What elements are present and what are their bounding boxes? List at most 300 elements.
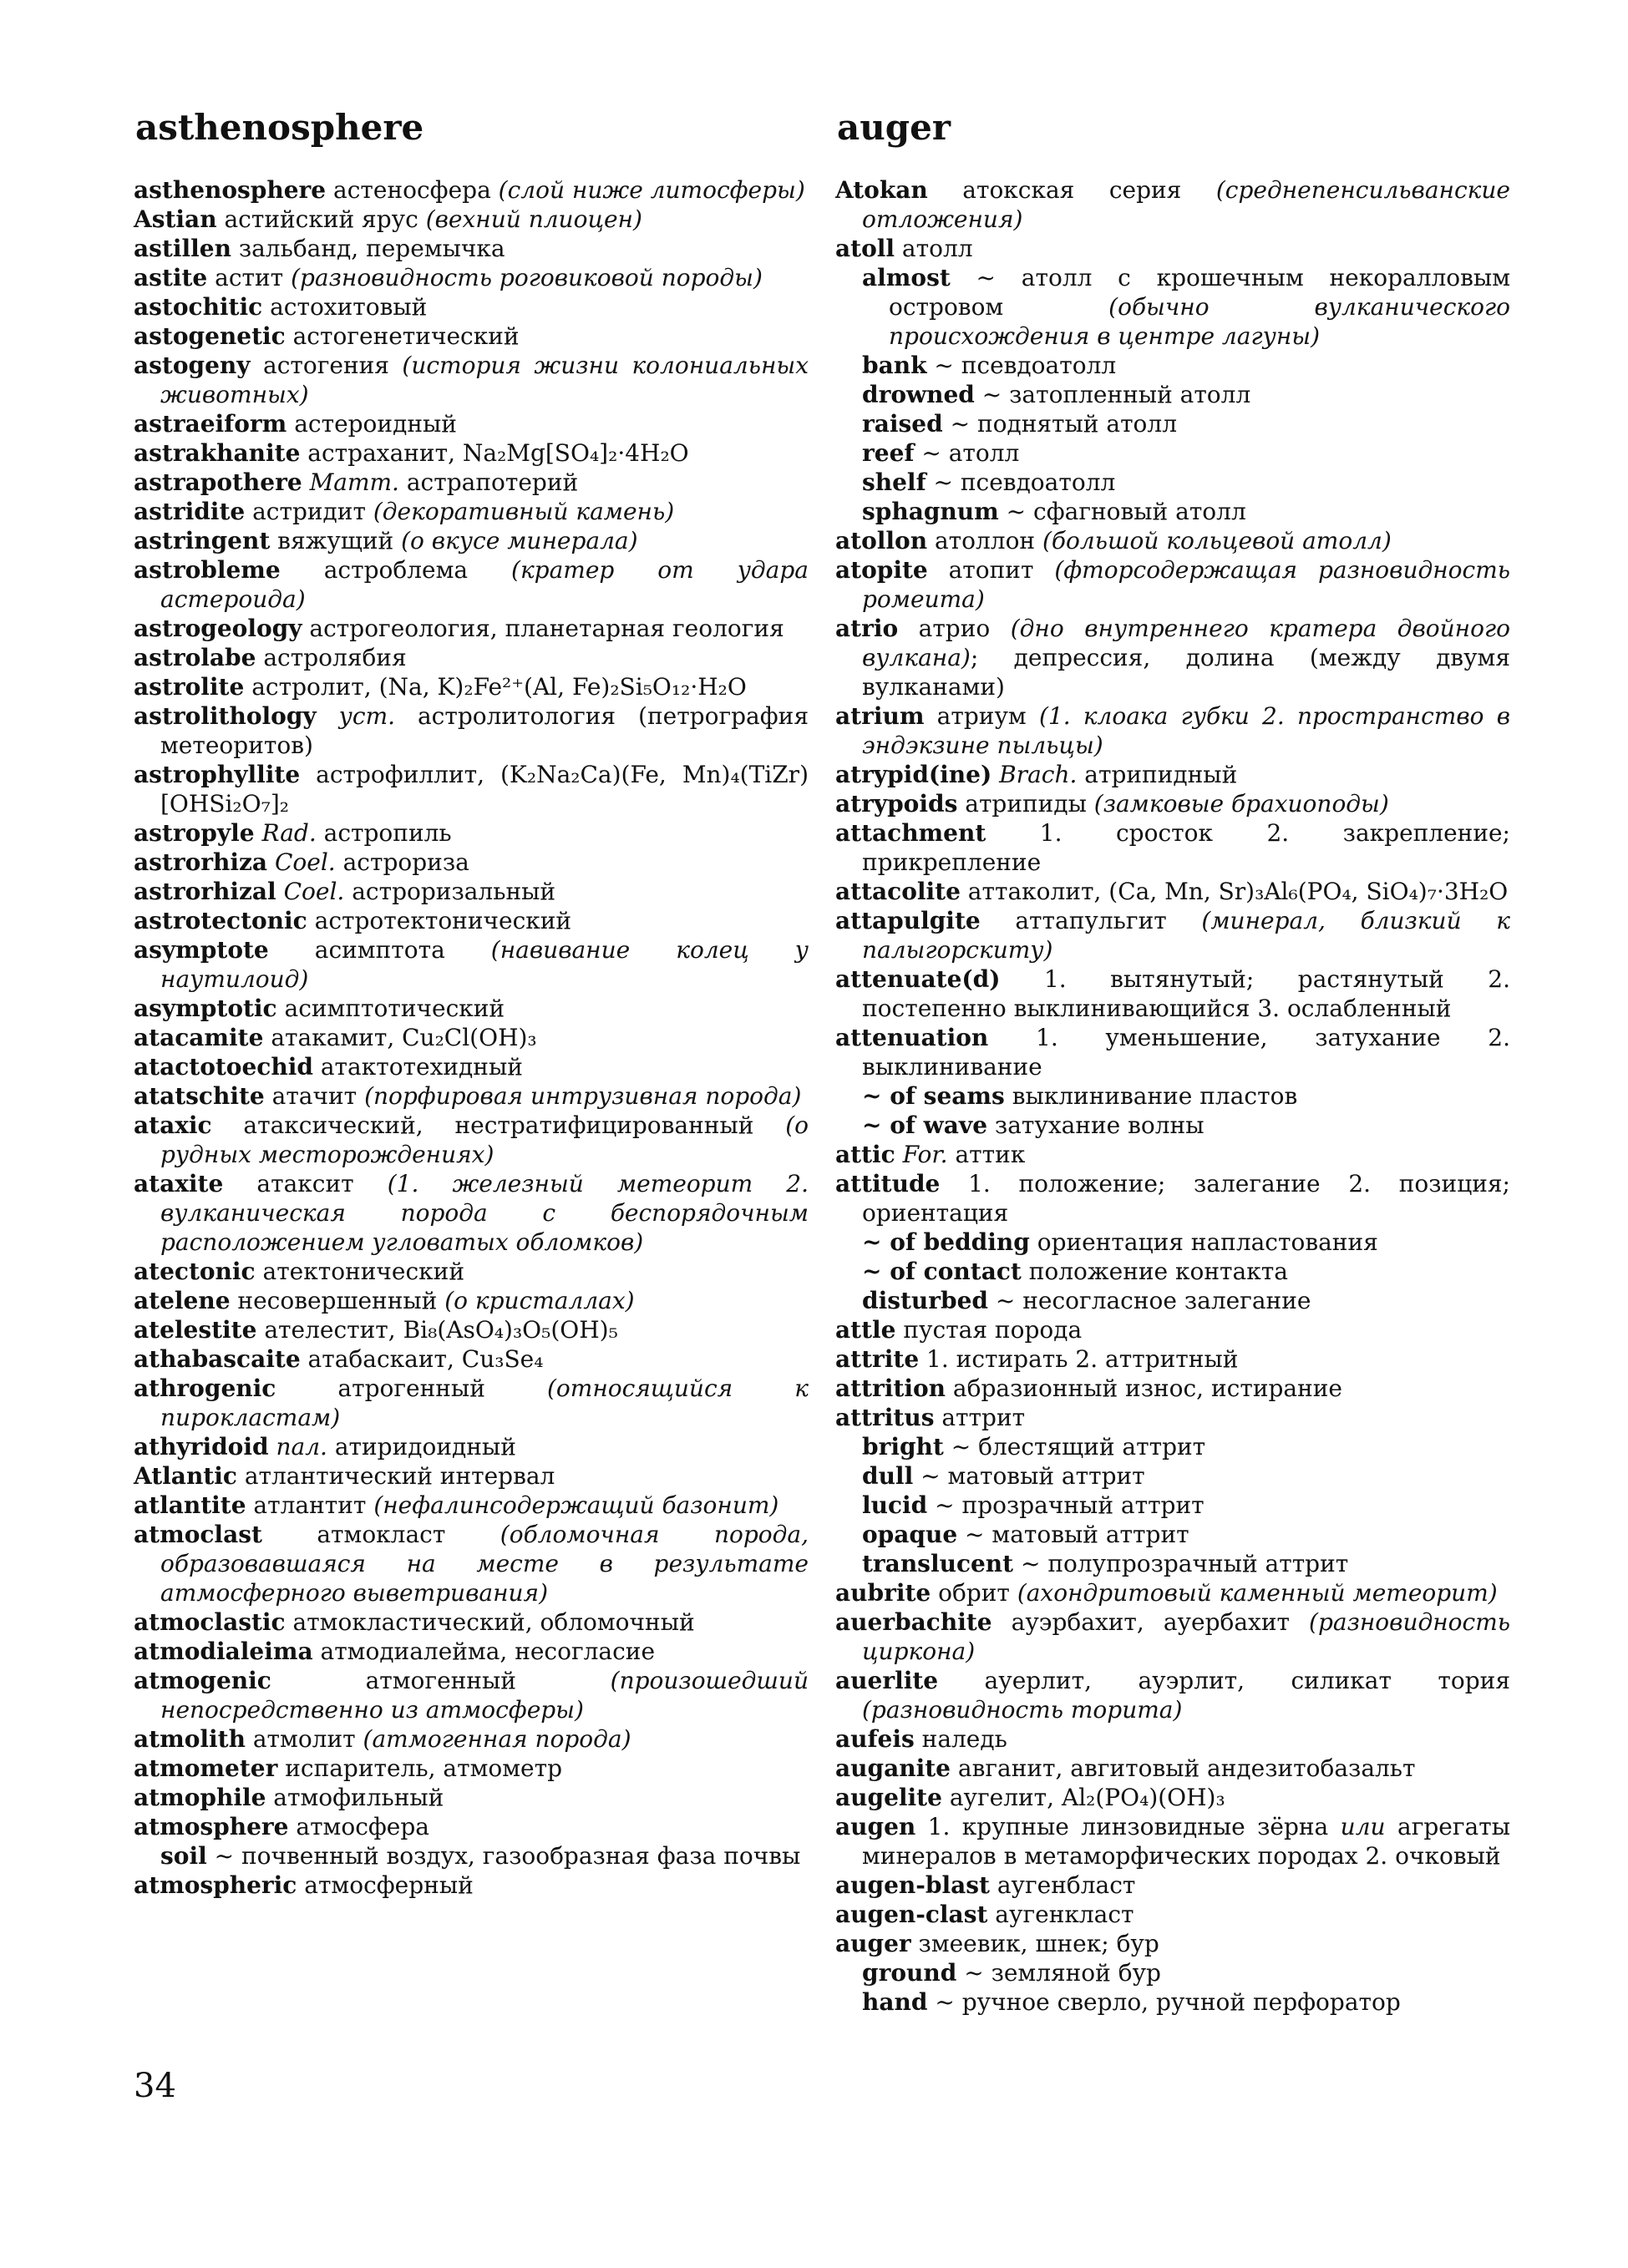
italic-note: (обычно вулканического происхождения в центре лагуны): [889, 293, 1510, 350]
dictionary-entry: [835, 1403, 1510, 1432]
definition-text: атактотехидный: [312, 1053, 523, 1081]
definition-text: атачит: [264, 1082, 365, 1110]
dictionary-entry: [134, 1374, 809, 1432]
dictionary-entry: [835, 1140, 1510, 1169]
dictionary-entry: [134, 1666, 809, 1724]
headword: Astian: [134, 205, 217, 233]
dictionary-entry: [134, 760, 809, 818]
italic-note: (1. железный метеорит 2. вулканическая порода с беспорядочным расположением угловатых обломков): [160, 1170, 809, 1256]
sub-entry: [835, 1286, 1510, 1315]
dictionary-entry: [134, 1812, 809, 1841]
italic-note: (разновидность циркона): [862, 1608, 1510, 1665]
definition-text: асимптотический: [276, 995, 505, 1022]
definition-text: ~ прозрачный аттрит: [927, 1491, 1205, 1519]
definition-text: ~ атолл: [914, 439, 1020, 467]
definition-text: атектонический: [255, 1258, 465, 1285]
sub-entry: [835, 1549, 1510, 1578]
headword: hand: [862, 1988, 928, 2016]
headword: raised: [862, 410, 943, 438]
headword: aufeis: [835, 1725, 915, 1753]
definition-text: атрипиды: [957, 790, 1094, 818]
definition-text: ауэрбахит, ауербахит: [992, 1608, 1310, 1636]
definition-text: астеносфера: [326, 176, 499, 204]
definition-text: [895, 1141, 903, 1168]
headword: atmometer: [134, 1754, 278, 1782]
dictionary-entry: [134, 526, 809, 555]
dictionary-entry: [134, 643, 809, 672]
definition-text: обрит: [931, 1579, 1017, 1607]
italic-note: (минерал, близкий к палыгорскиту): [862, 907, 1510, 964]
dictionary-entry: [134, 1432, 809, 1461]
italic-note: (о рудных месторождениях): [160, 1111, 809, 1168]
definition-text: ~ затопленный атолл: [974, 381, 1251, 408]
left-guide-word: asthenosphere: [135, 107, 424, 148]
italic-note: (порфировая интрузивная порода): [364, 1082, 802, 1110]
definition-text: ~ атолл с крошечным некоралловым островом: [889, 264, 1510, 321]
definition-text: аттрит: [934, 1404, 1026, 1431]
definition-text: астроризальный: [344, 878, 556, 905]
headword: astrobleme: [134, 556, 281, 584]
headword: bright: [862, 1433, 944, 1461]
definition-text: атрио: [898, 615, 1011, 642]
headword: athyridoid: [134, 1433, 269, 1461]
italic-note: Mamm.: [309, 468, 399, 496]
definition-text: атакамит, Cu₂Cl(OH)₃: [263, 1024, 537, 1051]
headword: ataxite: [134, 1170, 224, 1197]
sub-entry: [835, 1987, 1510, 2017]
dictionary-entry: [835, 1169, 1510, 1228]
definition-text: астрогеология, планетарная геология: [302, 615, 784, 642]
definition-text: атрогенный: [276, 1374, 547, 1402]
headword: auerlite: [835, 1667, 939, 1694]
dictionary-entry: [134, 848, 809, 877]
headword: ataxic: [134, 1111, 212, 1139]
headword: attrite: [835, 1345, 920, 1373]
dictionary-entry: [835, 1315, 1510, 1344]
headword: lucid: [862, 1491, 928, 1519]
definition-text: астит: [207, 264, 292, 291]
definition-text: асимптота: [268, 936, 491, 964]
dictionary-entry: [134, 1169, 809, 1257]
italic-note: (история жизни колониальных животных): [160, 352, 809, 408]
headword: soil: [160, 1842, 207, 1870]
definition-text: 1. истирать 2. аттритный: [919, 1345, 1239, 1373]
dictionary-entry: [134, 234, 809, 263]
definition-text: атмосферный: [297, 1871, 474, 1899]
italic-note: Rad.: [261, 819, 317, 847]
definition-text: атокская серия: [927, 176, 1216, 204]
definition-text: ~ почвенный воздух, газообразная фаза почвы: [206, 1842, 801, 1870]
headword: astogeny: [134, 352, 251, 379]
dictionary-entry: [835, 1023, 1510, 1081]
dictionary-entry: [835, 701, 1510, 760]
definition-text: несовершенный: [230, 1287, 445, 1314]
definition-text: вяжущий: [270, 527, 402, 554]
definition-text: астраханит, Na₂Mg[SO₄]₂·4H₂O: [300, 439, 689, 467]
italic-note: (нефалинсодержащий базонит): [373, 1491, 779, 1519]
headword: shelf: [862, 468, 926, 496]
definition-text: астрапотерий: [398, 468, 579, 496]
headword: atlantite: [134, 1491, 246, 1519]
dictionary-entry: [134, 1871, 809, 1900]
italic-note: (декоративный камень): [373, 498, 675, 525]
definition-text: ауерлит, ауэрлит, силикат тория: [938, 1667, 1510, 1694]
headword: opaque: [862, 1521, 958, 1548]
headword: astridite: [134, 498, 246, 525]
sub-entry: [835, 1228, 1510, 1257]
headword: atmogenic: [134, 1667, 271, 1694]
dictionary-entry: [835, 1666, 1510, 1724]
dictionary-entry: [835, 1607, 1510, 1666]
dictionary-entry: [134, 1023, 809, 1052]
right-guide-word: auger: [837, 107, 951, 148]
definition-text: ~ земляной бур: [956, 1959, 1161, 1987]
dictionary-entry: [835, 760, 1510, 789]
headword: attitude: [835, 1170, 941, 1197]
headword: atmospheric: [134, 1871, 297, 1899]
dictionary-entry: [835, 614, 1510, 701]
dictionary-entry: [134, 1461, 809, 1491]
dictionary-entry: [835, 555, 1510, 614]
headword: atoll: [835, 235, 895, 262]
italic-note: (обломочная порода, образовавшаяся на месте в результате атмосферного выветривания): [160, 1521, 809, 1607]
definition-text: аугенбласт: [989, 1871, 1136, 1899]
definition-text: астийский ярус: [216, 205, 426, 233]
dictionary-entry: [835, 789, 1510, 818]
dictionary-entry: [835, 1812, 1510, 1871]
definition-text: [302, 468, 310, 496]
sub-entry: [835, 263, 1510, 351]
definition-text: атмокластический, обломочный: [285, 1608, 695, 1636]
italic-note: уст.: [338, 702, 396, 730]
headword: attic: [835, 1141, 895, 1168]
italic-note: (вехний плиоцен): [425, 205, 642, 233]
sub-entry: [835, 438, 1510, 468]
dictionary-entry: [134, 292, 809, 321]
dictionary-entry: [134, 351, 809, 409]
headword: asthenosphere: [134, 176, 327, 204]
definition-text: атмогенный: [271, 1667, 611, 1694]
left-column: [134, 175, 809, 1900]
sub-entry: [835, 1520, 1510, 1549]
definition-text: атолл: [895, 235, 973, 262]
dictionary-entry: [134, 1081, 809, 1111]
sub-entry: [835, 1958, 1510, 1987]
headword: almost: [862, 264, 951, 291]
headword: attenuate(d): [835, 965, 1001, 993]
dictionary-entry: [134, 175, 809, 205]
definition-text: аугелит, Al₂(PO₄)(OH)₃: [941, 1784, 1225, 1811]
dictionary-entry: [134, 818, 809, 848]
dictionary-entry: [835, 1783, 1510, 1812]
italic-note: (относящийся к пирокластам): [160, 1374, 809, 1431]
dictionary-entry: [134, 1637, 809, 1666]
definition-text: атоллон: [927, 527, 1042, 554]
headword: ground: [862, 1959, 957, 1987]
headword: atmoclast: [134, 1521, 262, 1548]
headword: athrogenic: [134, 1374, 276, 1402]
headword: augen: [835, 1813, 916, 1840]
headword: astillen: [134, 235, 231, 262]
headword: drowned: [862, 381, 975, 408]
headword: attritus: [835, 1404, 935, 1431]
headword: ~ of seams: [862, 1082, 1005, 1110]
headword: atmoclastic: [134, 1608, 286, 1636]
dictionary-entry: [134, 321, 809, 351]
headword: atelene: [134, 1287, 231, 1314]
headword: attenuation: [835, 1024, 989, 1051]
definition-text: [267, 848, 275, 876]
definition-text: астролит, (Na, K)₂Fe²⁺(Al, Fe)₂Si₅O₁₂·H₂O: [244, 673, 747, 701]
dictionary-entry: [134, 614, 809, 643]
dictionary-entry: [835, 1724, 1510, 1754]
headword: astrotectonic: [134, 907, 307, 934]
sub-entry: [835, 468, 1510, 497]
dictionary-entry: [835, 175, 1510, 234]
italic-note: (большой кольцевой атолл): [1042, 527, 1392, 554]
definition-text: ~ псевдоатолл: [926, 352, 1117, 379]
headword: atrio: [835, 615, 899, 642]
headword: atrypid(ine): [835, 761, 992, 788]
italic-note: (фторсодержащая разновидность ромеита): [862, 556, 1510, 613]
definition-text: атопит: [927, 556, 1055, 584]
dictionary-entry: [835, 1344, 1510, 1374]
headword: augen-clast: [835, 1901, 988, 1928]
dictionary-entry: [134, 906, 809, 935]
definition-text: [276, 878, 284, 905]
headword: reef: [862, 439, 915, 467]
headword: astraeiform: [134, 410, 287, 438]
definition-text: ~ псевдоатолл: [926, 468, 1116, 496]
definition-text: астридит: [245, 498, 373, 525]
headword: atopite: [835, 556, 928, 584]
headword: astochitic: [134, 293, 263, 321]
headword: atollon: [835, 527, 928, 554]
dictionary-entry: [835, 1900, 1510, 1929]
definition-text: астроблема: [280, 556, 512, 584]
definition-text: 1. уменьшение, затухание 2. выклинивание: [862, 1024, 1510, 1081]
dictionary-entry: [134, 1286, 809, 1315]
definition-text: ~ несогласное залегание: [988, 1287, 1311, 1314]
headword: astropyle: [134, 819, 255, 847]
headword: atrium: [835, 702, 925, 730]
headword: attrition: [835, 1374, 946, 1402]
headword: astite: [134, 264, 208, 291]
italic-note: (слой ниже литосферы): [498, 176, 805, 204]
sub-entry: [835, 409, 1510, 438]
headword: auganite: [835, 1754, 951, 1782]
headword: atacamite: [134, 1024, 264, 1051]
dictionary-entry: [134, 1520, 809, 1607]
headword: asymptotic: [134, 995, 277, 1022]
definition-text: ориентация напластования: [1029, 1228, 1378, 1256]
dictionary-entry: [134, 497, 809, 526]
sub-entry: [835, 1257, 1510, 1286]
headword: Atlantic: [134, 1462, 237, 1490]
definition-text: астогения: [250, 352, 403, 379]
italic-note: (о вкусе минерала): [401, 527, 638, 554]
dictionary-entry: [134, 1783, 809, 1812]
definition-text: атриум: [924, 702, 1039, 730]
headword: astogenetic: [134, 322, 286, 350]
italic-note: (о кристаллах): [444, 1287, 635, 1314]
dictionary-entry: [134, 1111, 809, 1169]
dictionary-entry: [134, 1724, 809, 1754]
dictionary-entry: [134, 994, 809, 1023]
definition-text: авганит, авгитовый андезитобазальт: [950, 1754, 1416, 1782]
definition-text: астролябия: [256, 644, 407, 671]
definition-text: атрипидный: [1077, 761, 1238, 788]
dictionary-entry: [134, 1257, 809, 1286]
sub-entry: [835, 1432, 1510, 1461]
headword: auger: [835, 1930, 911, 1957]
definition-text: атиридоидный: [327, 1433, 516, 1461]
italic-note: (ахондритовый каменный метеорит): [1017, 1579, 1498, 1607]
italic-note: Coel.: [283, 878, 345, 905]
dictionary-entry: [835, 1871, 1510, 1900]
definition-text: ~ матовый аттрит: [957, 1521, 1189, 1548]
dictionary-entry: [134, 1052, 809, 1081]
definition-text: [317, 702, 339, 730]
right-column: [835, 175, 1510, 2017]
headword: disturbed: [862, 1287, 988, 1314]
italic-note: (разновидность торита): [862, 1696, 1183, 1724]
definition-text: ~ блестящий аттрит: [943, 1433, 1206, 1461]
italic-note: или: [1340, 1813, 1386, 1840]
italic-note: (1. клоака губки 2. пространство в эндэкзине пыльцы): [862, 702, 1511, 759]
headword: attacolite: [835, 878, 961, 905]
sub-entry: [835, 351, 1510, 380]
definition-text: астрофиллит, (K₂Na₂Ca)(Fe, Mn)₄(TiZr)[OHSi₂O₇]₂: [160, 761, 809, 818]
definition-text: атмодиалейма, несогласие: [312, 1638, 656, 1665]
dictionary-entry: [134, 263, 809, 292]
definition-text: агрегаты минералов в метаморфических породах 2. очковый: [862, 1813, 1510, 1870]
definition-text: атлантический интервал: [236, 1462, 555, 1490]
definition-text: положение контакта: [1021, 1258, 1288, 1285]
headword: translucent: [862, 1550, 1014, 1577]
sub-entry: [835, 1111, 1510, 1140]
definition-text: аттик: [947, 1141, 1026, 1168]
dictionary-entry: [134, 1754, 809, 1783]
definition-text: 1. положение; залегание 2. позиция; ориентация: [862, 1170, 1510, 1227]
sub-entry: [835, 1081, 1510, 1111]
headword: atectonic: [134, 1258, 256, 1285]
italic-note: (навивание колец у наутилоид): [160, 936, 809, 993]
headword: augelite: [835, 1784, 942, 1811]
definition-text: атмолит: [245, 1725, 363, 1753]
definition-text: атмокласт: [261, 1521, 500, 1548]
dictionary-entry: [835, 964, 1510, 1023]
headword: astrakhanite: [134, 439, 301, 467]
dictionary-entry: [134, 1607, 809, 1637]
headword: atmolith: [134, 1725, 246, 1753]
headword: astrorhizal: [134, 878, 276, 905]
definition-text: атмофильный: [266, 1784, 444, 1811]
definition-text: астропиль: [316, 819, 452, 847]
definition-text: атаксический, нестратифицированный: [211, 1111, 786, 1139]
sub-entry: [835, 497, 1510, 526]
dictionary-entry: [134, 1315, 809, 1344]
headword: sphagnum: [862, 498, 999, 525]
definition-text: 1. вытянутый; растянутый 2. постепенно выклинивающийся 3. ослабленный: [862, 965, 1510, 1022]
sub-entry: [835, 1491, 1510, 1520]
headword: Atokan: [835, 176, 928, 204]
headword: atatschite: [134, 1082, 265, 1110]
definition-text: атмосфера: [288, 1813, 429, 1840]
headword: dull: [862, 1462, 914, 1490]
dictionary-entry: [835, 526, 1510, 555]
italic-note: (среднепенсильванские отложения): [862, 176, 1510, 233]
definition-text: абразионный износ, истирание: [946, 1374, 1342, 1402]
headword: astrapothere: [134, 468, 302, 496]
headword: astrolite: [134, 673, 245, 701]
dictionary-entry: [835, 906, 1510, 964]
dictionary-entry: [134, 935, 809, 994]
sub-entry: [835, 380, 1510, 409]
definition-text: ; депрессия, долина (между двумя вулканами): [862, 644, 1510, 701]
definition-text: ~ полупрозрачный аттрит: [1013, 1550, 1349, 1577]
dictionary-entry: [835, 1754, 1510, 1783]
definition-text: атаксит: [223, 1170, 388, 1197]
dictionary-entry: [835, 1929, 1510, 1958]
headword: ~ of contact: [862, 1258, 1022, 1285]
headword: astrogeology: [134, 615, 302, 642]
definition-text: выклинивание пластов: [1004, 1082, 1298, 1110]
definition-text: астогенетический: [285, 322, 520, 350]
definition-text: испаритель, атмометр: [277, 1754, 562, 1782]
headword: atmosphere: [134, 1813, 289, 1840]
headword: ~ of bedding: [862, 1228, 1030, 1256]
headword: bank: [862, 352, 927, 379]
dictionary-entry: [134, 672, 809, 701]
definition-text: атабаскаит, Cu₃Se₄: [300, 1345, 544, 1373]
italic-note: For.: [902, 1141, 948, 1168]
italic-note: пал.: [276, 1433, 327, 1461]
page-number: 34: [134, 2067, 176, 2105]
dictionary-entry: [134, 1344, 809, 1374]
italic-note: Coel.: [274, 848, 336, 876]
definition-text: атлантит: [246, 1491, 374, 1519]
dictionary-entry: [835, 1578, 1510, 1607]
headword: augen-blast: [835, 1871, 990, 1899]
headword: auerbachite: [835, 1608, 992, 1636]
headword: astrorhiza: [134, 848, 268, 876]
headword: atrypoids: [835, 790, 958, 818]
definition-text: астохитовый: [262, 293, 428, 321]
italic-note: (замковые брахиоподы): [1093, 790, 1389, 818]
headword: atmophile: [134, 1784, 266, 1811]
headword: astrophyllite: [134, 761, 301, 788]
headword: aubrite: [835, 1579, 931, 1607]
definition-text: наледь: [914, 1725, 1007, 1753]
dictionary-entry: [835, 234, 1510, 263]
headword: attapulgite: [835, 907, 981, 934]
headword: atmodialeima: [134, 1638, 313, 1665]
headword: asymptote: [134, 936, 269, 964]
definition-text: ателестит, Bi₈(AsO₄)₃O₅(OH)₅: [256, 1316, 618, 1344]
italic-note: (произошедший непосредственно из атмосферы): [160, 1667, 809, 1724]
definition-text: 1. крупные линзовидные зёрна: [915, 1813, 1341, 1840]
italic-note: Brach.: [999, 761, 1078, 788]
definition-text: ~ сфагновый атолл: [998, 498, 1246, 525]
dictionary-entry: [134, 1491, 809, 1520]
definition-text: аугенкласт: [987, 1901, 1134, 1928]
definition-text: астролитология (петрография метеоритов): [160, 702, 809, 759]
dictionary-entry: [134, 468, 809, 497]
definition-text: [992, 761, 999, 788]
definition-text: аттапульгит: [980, 907, 1202, 934]
definition-text: астероидный: [287, 410, 457, 438]
